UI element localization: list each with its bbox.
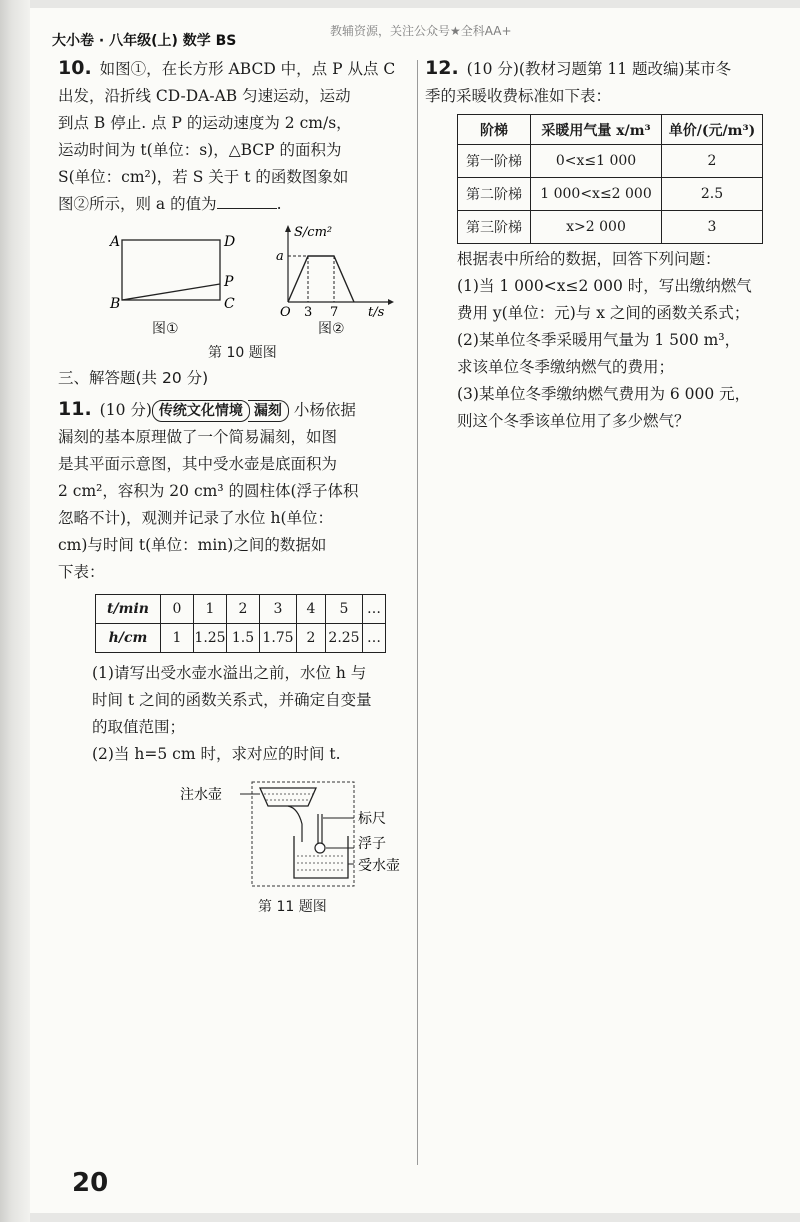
points: (10 分): [99, 401, 152, 419]
period: .: [276, 195, 282, 213]
table-cell: 4: [297, 595, 326, 624]
watermark-text: 教辅资源，关注公众号★全科AA+: [330, 24, 512, 38]
q11-line: cm)与时间 t(单位：min)之间的数据如: [58, 536, 327, 554]
figure-rectangle-abcd: [100, 220, 240, 315]
label-a: A: [110, 234, 121, 250]
q11-line: 2 cm²，容积为 20 cm³ 的圆柱体(浮子体积: [58, 482, 359, 500]
table-header-cell: t/min: [96, 595, 161, 624]
table-header-cell: 采暖用气量 x/m³: [531, 115, 662, 145]
label-a-value: a: [276, 249, 284, 264]
question-11-parts: [92, 660, 412, 768]
q11-part-line: (2)当 h=5 cm 时，求对应的时间 t.: [92, 745, 341, 763]
q12-line: (2)某单位冬季采暖用气量为 1 500 m³，: [457, 331, 741, 349]
q12-line: 根据表中所给的数据，回答下列问题：: [457, 250, 721, 268]
table-cell: 第三阶梯: [458, 211, 531, 244]
table-row: [458, 115, 763, 145]
context-tag: 传统文化情境: [152, 400, 250, 422]
fig1-caption: 图①: [152, 321, 179, 337]
q10-line: 出发，沿折线 CD-DA-AB 匀速运动，运动: [58, 87, 351, 105]
answer-blank[interactable]: [217, 194, 277, 209]
label-b: B: [110, 296, 121, 312]
label-ruler: 标尺: [358, 811, 386, 827]
q11-line: 忽略不计)，观测并记录了水位 h(单位：: [58, 509, 334, 527]
question-12-parts: [457, 246, 787, 435]
table-cell: …: [363, 595, 386, 624]
label-receiver-vessel: 受水壶: [358, 858, 400, 874]
q12-line: 则这个冬季该单位用了多少燃气？: [457, 412, 690, 430]
page-binding: [0, 0, 30, 1222]
figure-caption: 第 11 题图: [258, 899, 327, 915]
table-cell: 3: [662, 211, 763, 244]
section-heading: 三、解答题(共 20 分): [58, 369, 209, 387]
axis-label-t: t/s: [368, 305, 385, 317]
axis-label-s: S/cm²: [294, 225, 333, 240]
origin-label: O: [280, 305, 291, 317]
q11-part-line: 的取值范围；: [92, 718, 186, 736]
table-header-cell: h/cm: [96, 624, 161, 653]
q12-line: (1)当 1 000<x≤2 000 时，写出缴纳燃气: [457, 277, 752, 295]
table-header-cell: 单价/(元/m³): [662, 115, 763, 145]
q11-part-line: (1)请写出受水壶水溢出之前，水位 h 与: [92, 664, 367, 682]
label-c: C: [224, 296, 235, 312]
fig2-caption: 图②: [318, 321, 345, 337]
table-cell: 2: [297, 624, 326, 653]
label-d: D: [224, 234, 236, 250]
table-row: [96, 595, 386, 624]
q11-line: 漏刻的基本原理做了一个简易漏刻，如图: [58, 428, 338, 446]
table-cell: 0<x≤1 000: [531, 145, 662, 178]
table-cell: 3: [260, 595, 297, 624]
table-cell: 1.25: [194, 624, 227, 653]
q10-line: S(单位：cm²)，若 S 关于 t 的函数图象如: [58, 168, 349, 186]
label-float: 浮子: [358, 836, 386, 852]
q10-line: 图②所示，则 a 的值为: [58, 195, 217, 213]
table-cell: 第一阶梯: [458, 145, 531, 178]
tick-7: 7: [330, 305, 339, 317]
q12-line: 季的采暖收费标准如下表：: [425, 87, 612, 105]
table-cell: 2: [662, 145, 763, 178]
q12-line: (10 分)(教材习题第 11 题改编)某市冬: [466, 60, 732, 78]
table-cell: 0: [161, 595, 194, 624]
table-row: [96, 624, 386, 653]
table-row: [458, 211, 763, 244]
table-cell: 2.25: [326, 624, 363, 653]
q12-line: 求该单位冬季缴纳燃气的费用；: [457, 358, 675, 376]
clepsydra-diagram: [180, 778, 420, 893]
table-cell: 2.5: [662, 178, 763, 211]
label-p: P: [224, 274, 234, 290]
q11-line: 小杨依据: [293, 401, 356, 419]
question-10: [58, 55, 408, 218]
table-cell: 2: [227, 595, 260, 624]
table-cell: 1: [194, 595, 227, 624]
question-12: [425, 55, 785, 110]
question-number: 11.: [58, 398, 92, 420]
table-cell: …: [363, 624, 386, 653]
q11-line: 是其平面示意图，其中受水壶是底面积为: [58, 455, 338, 473]
question-number: 10.: [58, 57, 92, 79]
table-header-cell: 阶梯: [458, 115, 531, 145]
q10-line: 如图①，在长方形 ABCD 中，点 P 从点 C: [99, 60, 396, 78]
running-header: 大小卷 · 八年级(上) 数学 BS: [52, 33, 237, 49]
q10-line: 到点 B 停止. 点 P 的运动速度为 2 cm/s，: [58, 114, 352, 132]
q11-line: 下表：: [58, 563, 105, 581]
label-inflow-vessel: 注水壶: [180, 787, 222, 803]
question-number: 12.: [425, 57, 459, 79]
heating-price-table: [457, 114, 763, 244]
water-level-table: [95, 594, 386, 653]
table-cell: 1.5: [227, 624, 260, 653]
table-cell: 1.75: [260, 624, 297, 653]
q12-line: 费用 y(单位：元)与 x 之间的函数关系式；: [457, 304, 750, 322]
table-cell: x>2 000: [531, 211, 662, 244]
table-row: [458, 145, 763, 178]
table-cell: 第二阶梯: [458, 178, 531, 211]
q10-line: 运动时间为 t(单位：s)，△BCP 的面积为: [58, 141, 342, 159]
figure-caption: 第 10 题图: [208, 345, 277, 361]
page-number: 20: [72, 1168, 109, 1198]
column-divider: [417, 60, 418, 1165]
figure-s-t-graph: [270, 222, 400, 317]
q12-line: (3)某单位冬季缴纳燃气费用为 6 000 元，: [457, 385, 751, 403]
q11-part-line: 时间 t 之间的函数关系式，并确定自变量: [92, 691, 372, 709]
topic-tag: 漏刻: [248, 400, 289, 422]
tick-3: 3: [304, 305, 313, 317]
table-row: [458, 178, 763, 211]
table-cell: 5: [326, 595, 363, 624]
table-cell: 1: [161, 624, 194, 653]
question-11: [58, 396, 408, 586]
table-cell: 1 000<x≤2 000: [531, 178, 662, 211]
